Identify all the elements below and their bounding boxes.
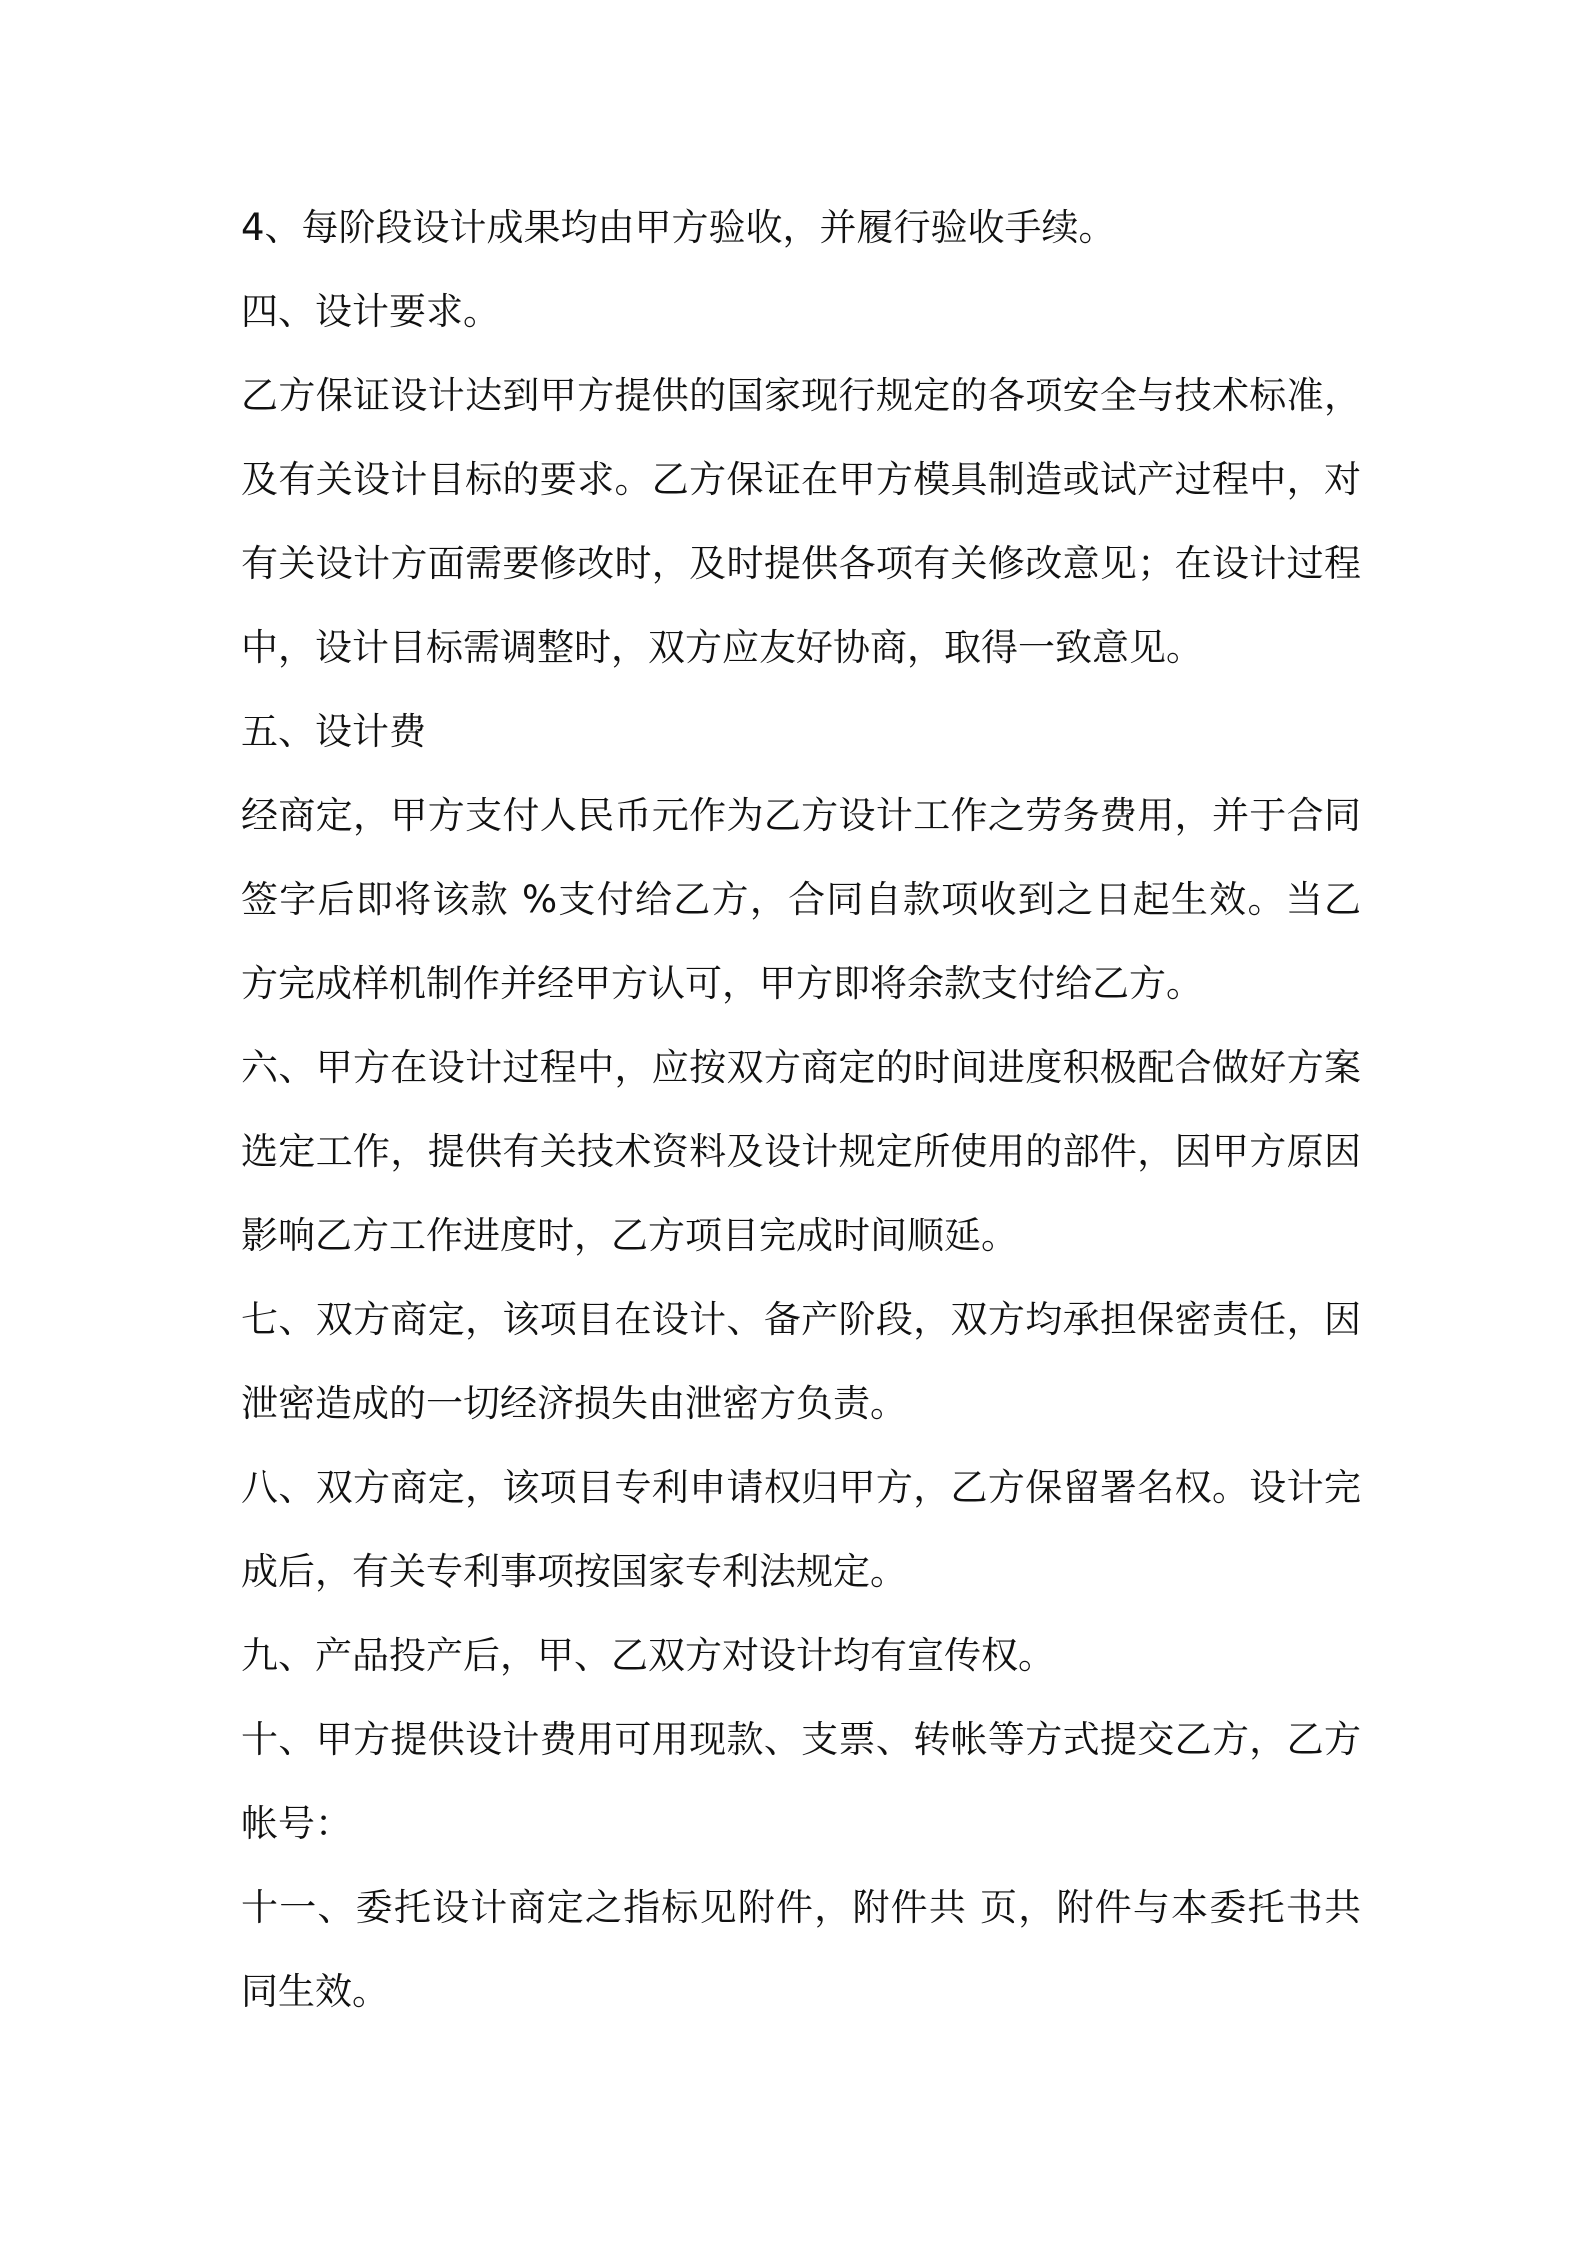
section-heading: 四、设计要求。 bbox=[241, 290, 500, 333]
text-line: 帐号： bbox=[241, 1802, 352, 1845]
text-line: 十一、委托设计商定之指标见附件，附件共 页，附件与本委托书共 bbox=[241, 1886, 1361, 1929]
text-line: 方完成样机制作并经甲方认可，甲方即将余款支付给乙方。 bbox=[241, 962, 1203, 1005]
text-line: 4、每阶段设计成果均由甲方验收，并履行验收手续。 bbox=[241, 206, 1116, 249]
text-line: 同生效。 bbox=[241, 1970, 389, 2013]
text-line: 成后，有关专利事项按国家专利法规定。 bbox=[241, 1550, 907, 1593]
text-line: 乙方保证设计达到甲方提供的国家现行规定的各项安全与技术标准， bbox=[241, 374, 1361, 417]
text-line: 有关设计方面需要修改时，及时提供各项有关修改意见；在设计过程 bbox=[241, 542, 1361, 585]
text-line: 七、双方商定，该项目在设计、备产阶段，双方均承担保密责任，因 bbox=[241, 1298, 1361, 1341]
section-heading: 五、设计费 bbox=[241, 710, 426, 753]
text-line: 中，设计目标需调整时，双方应友好协商，取得一致意见。 bbox=[241, 626, 1203, 669]
text-line: 签字后即将该款 %支付给乙方，合同自款项收到之日起生效。当乙 bbox=[241, 878, 1361, 921]
text-line: 选定工作，提供有关技术资料及设计规定所使用的部件，因甲方原因 bbox=[241, 1130, 1361, 1173]
text-line: 六、甲方在设计过程中，应按双方商定的时间进度积极配合做好方案 bbox=[241, 1046, 1361, 1089]
text-line: 及有关设计目标的要求。乙方保证在甲方模具制造或试产过程中，对 bbox=[241, 458, 1361, 501]
text-line: 泄密造成的一切经济损失由泄密方负责。 bbox=[241, 1382, 907, 1425]
text-line: 经商定，甲方支付人民币元作为乙方设计工作之劳务费用，并于合同 bbox=[241, 794, 1361, 837]
text-line: 八、双方商定，该项目专利申请权归甲方，乙方保留署名权。设计完 bbox=[241, 1466, 1361, 1509]
text-line: 九、产品投产后，甲、乙双方对设计均有宣传权。 bbox=[241, 1634, 1055, 1677]
text-line: 影响乙方工作进度时，乙方项目完成时间顺延。 bbox=[241, 1214, 1018, 1257]
text-line: 十、甲方提供设计费用可用现款、支票、转帐等方式提交乙方，乙方 bbox=[241, 1718, 1361, 1761]
